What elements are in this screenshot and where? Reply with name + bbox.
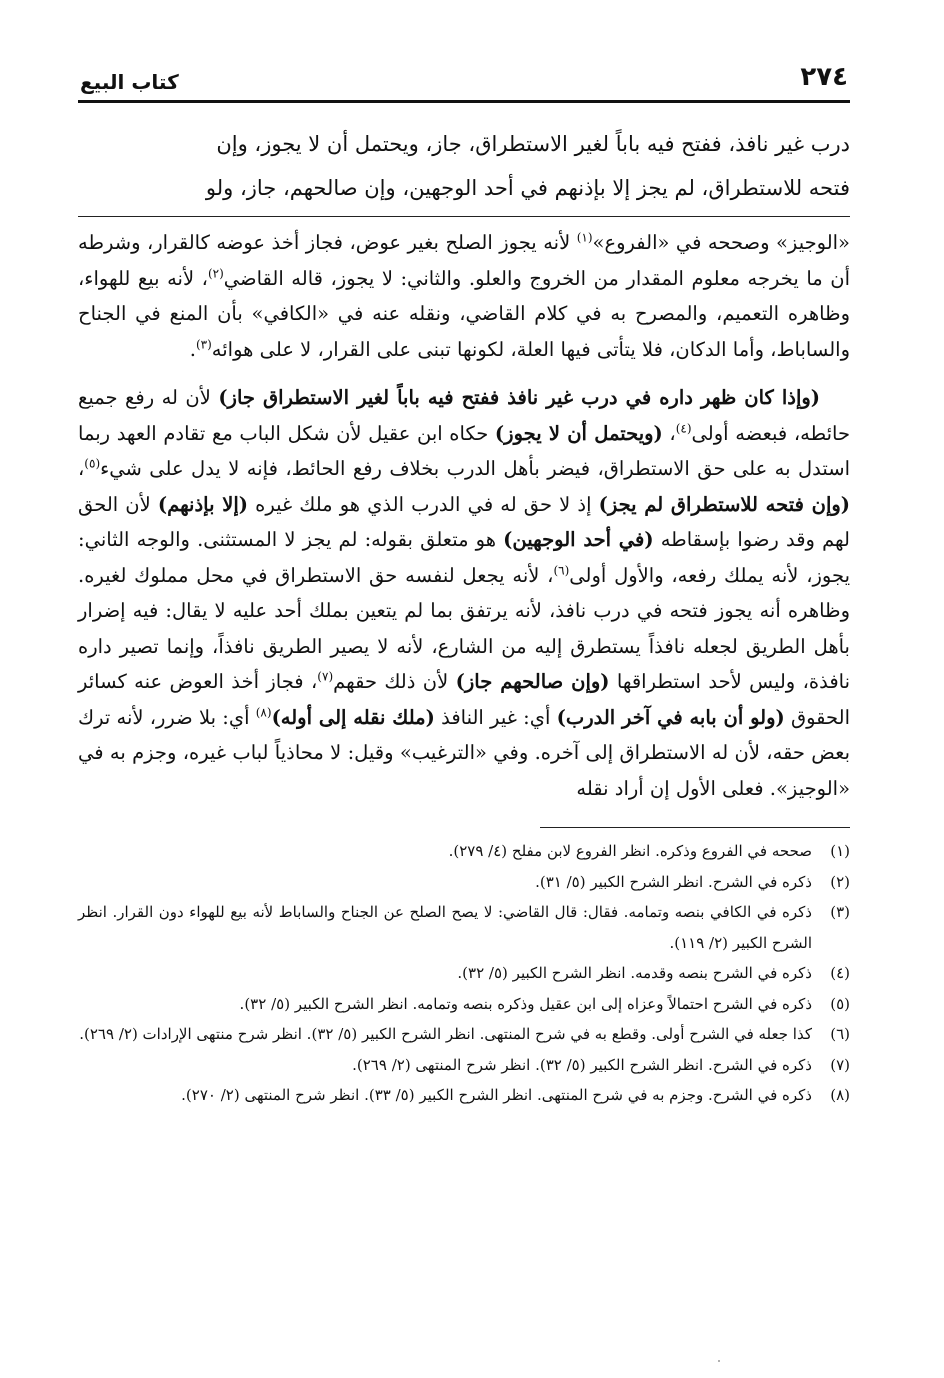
footnote-text: ذكره في الشرح. وجزم به في شرح المنتهى. انظر الشرح الكبير (٥/ ٣٣). انظر شرح المنتهى (٢/ ٢٧٠). xyxy=(181,1086,812,1104)
text-run: «الوجيز» وصححه في «الفروع» xyxy=(592,231,850,254)
footnote-ref: (٧) xyxy=(317,669,334,684)
header-rule xyxy=(78,100,850,103)
commentary-paragraph xyxy=(78,380,850,806)
footnote xyxy=(78,958,850,989)
footnote-number: (٤) xyxy=(830,964,850,982)
matn-line: درب غير نافذ، ففتح فيه باباً لغير الاستطراق، جاز، ويحتمل أن لا يجوز، وإن xyxy=(216,132,850,156)
commentary-text xyxy=(78,225,850,806)
matn-text xyxy=(78,122,850,210)
text-run: حكاه ابن عقيل لأن شكل الباب مع تقادم العهد ربما استدل به على حق الاستطراق، فيضر بأهل الدرب بخلاف رفع الحائط، فإنه لا يدل على شيء xyxy=(78,421,850,480)
footnotes xyxy=(78,836,850,1111)
running-title: كتاب البيع xyxy=(80,70,179,94)
footnote xyxy=(78,867,850,898)
text-run: لأن ذلك حقهم xyxy=(333,670,456,693)
quoted-matn: (إلا بإذنهم) xyxy=(157,492,248,516)
footnote-ref: (١) xyxy=(576,230,593,245)
footnote-text: ذكره في الشرح. انظر الشرح الكبير (٥/ ٣١). xyxy=(535,872,812,891)
matn-line: فتحه للاستطراق، لم يجز إلا بإذنهم في أحد الوجهين، وإن صالحهم، جاز، ولو xyxy=(205,176,850,200)
text-run: ، فجاز أخذ العوض عنه كسائر الحقوق xyxy=(78,670,850,729)
text-run: ، لأنه يجعل لنفسه حق الاستطراق في محل مملوك لغيره. وظاهره أنه يجوز فتحه في درب نافذ، لأنه يرتفق بما لم يتعين بملك أحد عليه لا يقال: فيه إضرار بأهل الطريق لجعله نافذاً يستطرق إليه من الشارع، لأنه لا يصير الطريق نافذاً، وإنما تصير داره نافذة، وليس لأحد استطراقها xyxy=(78,563,851,693)
text-run: لأن له رفع جميع حائطه، فبعضه أولى xyxy=(78,386,850,445)
footnote-number: (٣) xyxy=(830,903,850,921)
quoted-matn: (في أحد الوجهين) xyxy=(503,528,654,551)
footnote-text: ذكره في الشرح احتمالاً وعزاه إلى ابن عقيل وذكره بنصه وتمامه. انظر الشرح الكبير (٥/ ٣٢). xyxy=(239,994,812,1013)
footnote-number: (٥) xyxy=(830,994,850,1013)
footnote-separator xyxy=(540,827,850,828)
footnote-text: ذكره في الكافي بنصه وتمامه. فقال: قال القاضي: لا يصح الصلح عن الجناح والساباط لأنه بيع للهواء دون القرار. انظر الشرح الكبير (٢/ ١١٩). xyxy=(78,903,812,952)
footnote-text: كذا جعله في الشرح أولى. وقطع به في شرح المنتهى. انظر الشرح الكبير (٥/ ٣٢). انظر شرح منتهى الإرادات (٢/ ٢٦٩). xyxy=(79,1025,812,1043)
text-run: أي: غير النافذ xyxy=(434,705,557,729)
footnote-text: ذكره في الشرح بنصه وقدمه. انظر الشرح الكبير (٥/ ٣٢). xyxy=(457,964,812,982)
footnote-number: (٨) xyxy=(830,1086,850,1104)
text-run: إذ لا حق له في الدرب الذي هو ملك غيره xyxy=(248,492,599,516)
text-run: . xyxy=(189,337,196,361)
page-header xyxy=(78,60,850,100)
scan-speck xyxy=(718,1360,720,1362)
page-number: ٢٧٤ xyxy=(800,62,848,92)
book-page xyxy=(78,60,850,1111)
footnote-ref: (٥) xyxy=(84,456,101,471)
footnote-ref: (٨) xyxy=(255,705,272,719)
quoted-matn: (وإن صالحهم جاز) xyxy=(455,670,610,693)
footnote-ref: (٦) xyxy=(553,563,570,577)
matn-separator xyxy=(78,216,850,217)
text-run: ، xyxy=(78,457,85,480)
footnote-ref: (٣) xyxy=(195,337,212,351)
footnote-ref: (٢) xyxy=(207,266,224,280)
text-run: ، xyxy=(662,421,676,445)
footnote-number: (٢) xyxy=(830,872,850,891)
quoted-matn: (وإن فتحه للاستطراق لم يجز) xyxy=(598,492,851,516)
footnote-ref: (٤) xyxy=(675,421,692,435)
commentary-paragraph xyxy=(78,225,850,367)
footnote xyxy=(78,989,850,1020)
footnote-text: ذكره في الشرح. انظر الشرح الكبير (٥/ ٣٢). انظر شرح المنتهى (٢/ ٢٦٩). xyxy=(352,1055,812,1074)
footnote-number: (٦) xyxy=(830,1025,850,1043)
footnote xyxy=(78,1050,850,1081)
quoted-matn: (ويحتمل أن لا يجوز) xyxy=(494,421,663,445)
quoted-matn: (ملك نقله إلى أوله) xyxy=(271,705,435,729)
quoted-matn: (ولو أن بابه في آخر الدرب) xyxy=(556,705,785,729)
footnote-number: (١) xyxy=(830,842,850,860)
text-run: لأنه يجوز الصلح بغير عوض، فجاز أخذ عوضه كالقرار، وشرطه أن ما يخرجه معلوم المقدار من الخروج والعلو. والثاني: لا يجوز، قاله القاضي xyxy=(78,231,850,290)
footnote xyxy=(78,897,850,958)
footnote-number: (٧) xyxy=(830,1055,850,1074)
footnote xyxy=(78,836,850,867)
text-run: لأن الحق لهم وقد رضوا بإسقاطه xyxy=(78,492,850,551)
footnote xyxy=(78,1019,850,1050)
text-run: ، لأنه بيع للهواء، وظاهره التعميم، والمصرح به في كلام القاضي، ونقله عنه في «الكافي» بأن المنع في الجناح والساباط، وأما الدكان، فلا يتأتى فيها العلة، لكونها تبنى على القرار، لا على هوائه xyxy=(78,266,850,361)
quoted-matn: (وإذا كان ظهر داره في درب غير نافذ ففتح فيه باباً لغير الاستطراق جاز) xyxy=(218,386,821,409)
footnote xyxy=(78,1080,850,1111)
text-run: أي: بلا ضرر، لأنه ترك بعض حقه، لأن له الاستطراق إلى آخره. وفي «الترغيب» وقيل: لا محاذياً لباب غيره، وجزم به في «الوجيز». فعلى الأول إن أراد نقله xyxy=(78,705,850,800)
text-run: هو متعلق بقوله: لم يجز لا المستثنى. والوجه الثاني: يجوز، لأنه يملك رفعه، والأول أولى xyxy=(78,528,850,587)
footnote-text: صححه في الفروع وذكره. انظر الفروع لابن مفلح (٤/ ٢٧٩). xyxy=(448,842,812,860)
